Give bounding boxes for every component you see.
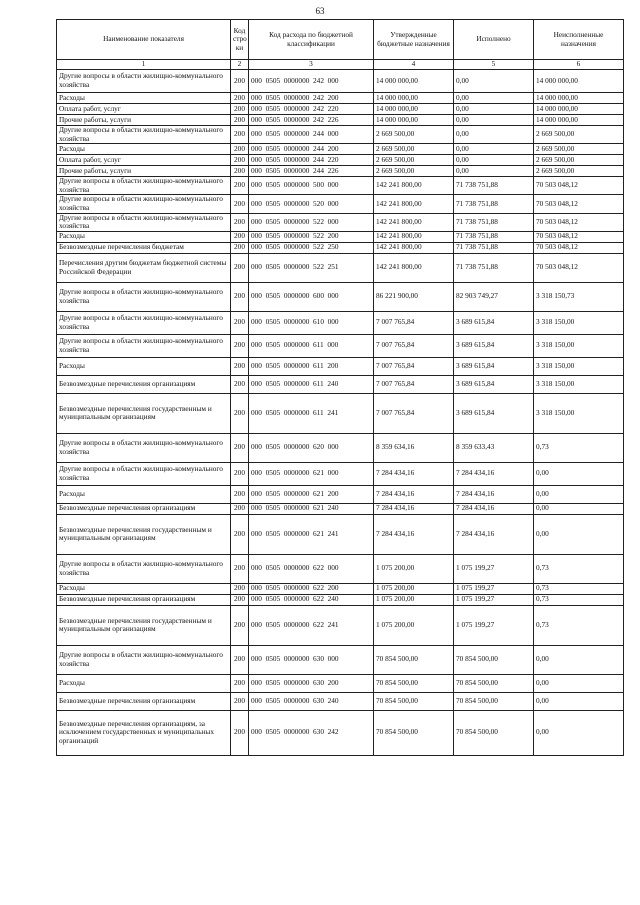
line-code: 200	[231, 195, 249, 213]
expense-code: 000 0505 0000000 630 000	[249, 645, 374, 674]
approved-amount: 7 284 434,16	[374, 485, 454, 503]
approved-amount: 70 854 500,00	[374, 674, 454, 692]
executed-amount: 3 689 615,84	[454, 334, 534, 357]
indicator-name: Другие вопросы в области жилищно-коммунального хозяйства	[57, 213, 231, 231]
unexecuted-amount: 2 669 500,00	[534, 155, 624, 166]
indicator-name: Безвозмездные перечисления организациям	[57, 692, 231, 710]
executed-amount: 0,00	[454, 70, 534, 93]
column-number: 4	[374, 60, 454, 70]
executed-amount: 7 284 434,16	[454, 485, 534, 503]
unexecuted-amount: 14 000 000,00	[534, 115, 624, 126]
approved-amount: 14 000 000,00	[374, 104, 454, 115]
executed-amount: 71 738 751,88	[454, 253, 534, 282]
indicator-name: Другие вопросы в области жилищно-коммунального хозяйства	[57, 433, 231, 462]
unexecuted-amount: 0,00	[534, 645, 624, 674]
table-row	[57, 674, 624, 692]
unexecuted-amount: 0,73	[534, 583, 624, 594]
expense-code: 000 0505 0000000 621 200	[249, 485, 374, 503]
table-row	[57, 70, 624, 93]
unexecuted-amount: 0,00	[534, 462, 624, 485]
approved-amount: 7 284 434,16	[374, 503, 454, 514]
indicator-name: Другие вопросы в области жилищно-коммунального хозяйства	[57, 334, 231, 357]
table-row	[57, 155, 624, 166]
indicator-name: Оплата работ, услуг	[57, 155, 231, 166]
table-row	[57, 282, 624, 311]
table-row	[57, 195, 624, 213]
unexecuted-amount: 70 503 048,12	[534, 231, 624, 242]
line-code: 200	[231, 93, 249, 104]
line-code: 200	[231, 166, 249, 177]
expense-code: 000 0505 0000000 242 226	[249, 115, 374, 126]
line-code: 200	[231, 126, 249, 144]
indicator-name: Другие вопросы в области жилищно-коммунального хозяйства	[57, 311, 231, 334]
unexecuted-amount: 3 318 150,00	[534, 357, 624, 375]
header-name: Наименование показателя	[57, 20, 231, 60]
executed-amount: 0,00	[454, 115, 534, 126]
expense-code: 000 0505 0000000 242 000	[249, 70, 374, 93]
table-row	[57, 166, 624, 177]
approved-amount: 14 000 000,00	[374, 70, 454, 93]
expense-code: 000 0505 0000000 621 240	[249, 503, 374, 514]
table-row	[57, 692, 624, 710]
approved-amount: 142 241 800,00	[374, 177, 454, 195]
executed-amount: 71 738 751,88	[454, 231, 534, 242]
expense-code: 000 0505 0000000 522 251	[249, 253, 374, 282]
expense-code: 000 0505 0000000 244 200	[249, 144, 374, 155]
indicator-name: Безвозмездные перечисления организациям	[57, 375, 231, 393]
line-code: 200	[231, 115, 249, 126]
expense-code: 000 0505 0000000 611 240	[249, 375, 374, 393]
line-code: 200	[231, 357, 249, 375]
executed-amount: 70 854 500,00	[454, 645, 534, 674]
approved-amount: 2 669 500,00	[374, 144, 454, 155]
expense-code: 000 0505 0000000 611 241	[249, 393, 374, 433]
executed-amount: 1 075 199,27	[454, 554, 534, 583]
indicator-name: Расходы	[57, 485, 231, 503]
line-code: 200	[231, 334, 249, 357]
table-row	[57, 253, 624, 282]
line-code: 200	[231, 231, 249, 242]
approved-amount: 7 284 434,16	[374, 462, 454, 485]
approved-amount: 7 284 434,16	[374, 514, 454, 554]
indicator-name: Другие вопросы в области жилищно-коммунального хозяйства	[57, 177, 231, 195]
line-code: 200	[231, 554, 249, 583]
indicator-name: Безвозмездные перечисления организациям	[57, 594, 231, 605]
unexecuted-amount: 0,73	[534, 605, 624, 645]
approved-amount: 70 854 500,00	[374, 710, 454, 755]
expense-code: 000 0505 0000000 600 000	[249, 282, 374, 311]
unexecuted-amount: 3 318 150,00	[534, 375, 624, 393]
indicator-name: Безвозмездные перечисления государственным и муниципальным организациям	[57, 393, 231, 433]
approved-amount: 1 075 200,00	[374, 583, 454, 594]
indicator-name: Расходы	[57, 231, 231, 242]
indicator-name: Расходы	[57, 583, 231, 594]
table-row	[57, 433, 624, 462]
expense-code: 000 0505 0000000 622 000	[249, 554, 374, 583]
indicator-name: Другие вопросы в области жилищно-коммунального хозяйства	[57, 195, 231, 213]
executed-amount: 1 075 199,27	[454, 583, 534, 594]
executed-amount: 0,00	[454, 126, 534, 144]
line-code: 200	[231, 311, 249, 334]
executed-amount: 70 854 500,00	[454, 692, 534, 710]
expense-code: 000 0505 0000000 611 000	[249, 334, 374, 357]
executed-amount: 7 284 434,16	[454, 462, 534, 485]
unexecuted-amount: 0,73	[534, 554, 624, 583]
executed-amount: 1 075 199,27	[454, 605, 534, 645]
approved-amount: 8 359 634,16	[374, 433, 454, 462]
line-code: 200	[231, 594, 249, 605]
unexecuted-amount: 2 669 500,00	[534, 126, 624, 144]
executed-amount: 71 738 751,88	[454, 177, 534, 195]
executed-amount: 3 689 615,84	[454, 375, 534, 393]
table-row	[57, 213, 624, 231]
executed-amount: 8 359 633,43	[454, 433, 534, 462]
expense-code: 000 0505 0000000 630 200	[249, 674, 374, 692]
column-number: 3	[249, 60, 374, 70]
line-code: 200	[231, 514, 249, 554]
line-code: 200	[231, 393, 249, 433]
expense-code: 000 0505 0000000 522 250	[249, 242, 374, 253]
approved-amount: 2 669 500,00	[374, 166, 454, 177]
unexecuted-amount: 70 503 048,12	[534, 177, 624, 195]
indicator-name: Безвозмездные перечисления государственным и муниципальным организациям	[57, 605, 231, 645]
line-code: 200	[231, 104, 249, 115]
unexecuted-amount: 0,73	[534, 594, 624, 605]
executed-amount: 70 854 500,00	[454, 674, 534, 692]
table-row	[57, 594, 624, 605]
table-row	[57, 93, 624, 104]
approved-amount: 7 007 765,84	[374, 311, 454, 334]
unexecuted-amount: 3 318 150,00	[534, 393, 624, 433]
column-number-row	[57, 60, 624, 70]
unexecuted-amount: 3 318 150,00	[534, 334, 624, 357]
unexecuted-amount: 14 000 000,00	[534, 93, 624, 104]
expense-code: 000 0505 0000000 242 220	[249, 104, 374, 115]
approved-amount: 70 854 500,00	[374, 645, 454, 674]
expense-code: 000 0505 0000000 630 242	[249, 710, 374, 755]
indicator-name: Другие вопросы в области жилищно-коммунального хозяйства	[57, 462, 231, 485]
unexecuted-amount: 70 503 048,12	[534, 253, 624, 282]
header-approved: Утвержденные бюджетные назначения	[374, 20, 454, 60]
indicator-name: Расходы	[57, 674, 231, 692]
header-executed: Исполнено	[454, 20, 534, 60]
unexecuted-amount: 70 503 048,12	[534, 213, 624, 231]
line-code: 200	[231, 485, 249, 503]
unexecuted-amount: 70 503 048,12	[534, 242, 624, 253]
table-row	[57, 334, 624, 357]
unexecuted-amount: 2 669 500,00	[534, 144, 624, 155]
executed-amount: 7 284 434,16	[454, 514, 534, 554]
indicator-name: Расходы	[57, 93, 231, 104]
table-row	[57, 645, 624, 674]
line-code: 200	[231, 213, 249, 231]
line-code: 200	[231, 282, 249, 311]
column-number: 6	[534, 60, 624, 70]
unexecuted-amount: 0,00	[534, 710, 624, 755]
table-row	[57, 357, 624, 375]
unexecuted-amount: 0,00	[534, 503, 624, 514]
executed-amount: 71 738 751,88	[454, 213, 534, 231]
expense-code: 000 0505 0000000 630 240	[249, 692, 374, 710]
expense-code: 000 0505 0000000 622 200	[249, 583, 374, 594]
table-row	[57, 583, 624, 594]
executed-amount: 82 903 749,27	[454, 282, 534, 311]
unexecuted-amount: 2 669 500,00	[534, 166, 624, 177]
unexecuted-amount: 14 000 000,00	[534, 70, 624, 93]
unexecuted-amount: 14 000 000,00	[534, 104, 624, 115]
executed-amount: 70 854 500,00	[454, 710, 534, 755]
approved-amount: 142 241 800,00	[374, 213, 454, 231]
indicator-name: Расходы	[57, 357, 231, 375]
executed-amount: 3 689 615,84	[454, 311, 534, 334]
table-row	[57, 605, 624, 645]
expense-code: 000 0505 0000000 622 240	[249, 594, 374, 605]
expense-code: 000 0505 0000000 621 241	[249, 514, 374, 554]
executed-amount: 0,00	[454, 93, 534, 104]
line-code: 200	[231, 70, 249, 93]
indicator-name: Безвозмездные перечисления организациям	[57, 503, 231, 514]
table-row	[57, 177, 624, 195]
expense-code: 000 0505 0000000 621 000	[249, 462, 374, 485]
table-row	[57, 126, 624, 144]
approved-amount: 7 007 765,84	[374, 393, 454, 433]
approved-amount: 70 854 500,00	[374, 692, 454, 710]
executed-amount: 0,00	[454, 104, 534, 115]
line-code: 200	[231, 155, 249, 166]
expense-code: 000 0505 0000000 611 200	[249, 357, 374, 375]
indicator-name: Перечисления другим бюджетам бюджетной системы Российской Федерации	[57, 253, 231, 282]
approved-amount: 7 007 765,84	[374, 357, 454, 375]
table-row	[57, 311, 624, 334]
expense-code: 000 0505 0000000 522 200	[249, 231, 374, 242]
expense-code: 000 0505 0000000 520 000	[249, 195, 374, 213]
indicator-name: Оплата работ, услуг	[57, 104, 231, 115]
expense-code: 000 0505 0000000 620 000	[249, 433, 374, 462]
approved-amount: 7 007 765,84	[374, 375, 454, 393]
table-row	[57, 375, 624, 393]
table-row	[57, 144, 624, 155]
approved-amount: 14 000 000,00	[374, 93, 454, 104]
header-expense-code: Код расхода по бюджетной классификации	[249, 20, 374, 60]
unexecuted-amount: 70 503 048,12	[534, 195, 624, 213]
unexecuted-amount: 0,00	[534, 674, 624, 692]
approved-amount: 2 669 500,00	[374, 126, 454, 144]
executed-amount: 7 284 434,16	[454, 503, 534, 514]
page-number: 63	[315, 6, 325, 16]
unexecuted-amount: 0,00	[534, 692, 624, 710]
table-row	[57, 242, 624, 253]
line-code: 200	[231, 253, 249, 282]
table-row	[57, 514, 624, 554]
approved-amount: 1 075 200,00	[374, 554, 454, 583]
header-unexecuted: Неисполненные назначения	[534, 20, 624, 60]
indicator-name: Другие вопросы в области жилищно-коммунального хозяйства	[57, 126, 231, 144]
line-code: 200	[231, 462, 249, 485]
indicator-name: Другие вопросы в области жилищно-коммунального хозяйства	[57, 70, 231, 93]
line-code: 200	[231, 674, 249, 692]
table-row	[57, 393, 624, 433]
header-line-code: Код стро ки	[231, 20, 249, 60]
budget-execution-table	[56, 19, 624, 756]
unexecuted-amount: 0,00	[534, 514, 624, 554]
approved-amount: 142 241 800,00	[374, 242, 454, 253]
unexecuted-amount: 3 318 150,00	[534, 311, 624, 334]
table-row	[57, 104, 624, 115]
indicator-name: Безвозмездные перечисления организациям, за исключением государственных и муниципальных организаций	[57, 710, 231, 755]
expense-code: 000 0505 0000000 244 220	[249, 155, 374, 166]
expense-code: 000 0505 0000000 610 000	[249, 311, 374, 334]
table-row	[57, 115, 624, 126]
indicator-name: Прочие работы, услуги	[57, 115, 231, 126]
line-code: 200	[231, 433, 249, 462]
indicator-name: Другие вопросы в области жилищно-коммунального хозяйства	[57, 282, 231, 311]
line-code: 200	[231, 177, 249, 195]
indicator-name: Безвозмездные перечисления бюджетам	[57, 242, 231, 253]
expense-code: 000 0505 0000000 244 226	[249, 166, 374, 177]
executed-amount: 71 738 751,88	[454, 195, 534, 213]
executed-amount: 0,00	[454, 144, 534, 155]
approved-amount: 142 241 800,00	[374, 231, 454, 242]
executed-amount: 3 689 615,84	[454, 357, 534, 375]
table-row	[57, 485, 624, 503]
line-code: 200	[231, 692, 249, 710]
column-number: 5	[454, 60, 534, 70]
header-row	[57, 20, 624, 60]
line-code: 200	[231, 144, 249, 155]
executed-amount: 0,00	[454, 155, 534, 166]
approved-amount: 142 241 800,00	[374, 253, 454, 282]
indicator-name: Другие вопросы в области жилищно-коммунального хозяйства	[57, 554, 231, 583]
expense-code: 000 0505 0000000 242 200	[249, 93, 374, 104]
indicator-name: Безвозмездные перечисления государственным и муниципальным организациям	[57, 514, 231, 554]
expense-code: 000 0505 0000000 500 000	[249, 177, 374, 195]
line-code: 200	[231, 242, 249, 253]
executed-amount: 71 738 751,88	[454, 242, 534, 253]
indicator-name: Расходы	[57, 144, 231, 155]
indicator-name: Другие вопросы в области жилищно-коммунального хозяйства	[57, 645, 231, 674]
table-row	[57, 710, 624, 755]
line-code: 200	[231, 605, 249, 645]
line-code: 200	[231, 375, 249, 393]
column-number: 2	[231, 60, 249, 70]
expense-code: 000 0505 0000000 244 000	[249, 126, 374, 144]
line-code: 200	[231, 710, 249, 755]
unexecuted-amount: 0,73	[534, 433, 624, 462]
approved-amount: 7 007 765,84	[374, 334, 454, 357]
executed-amount: 3 689 615,84	[454, 393, 534, 433]
unexecuted-amount: 3 318 150,73	[534, 282, 624, 311]
approved-amount: 1 075 200,00	[374, 594, 454, 605]
approved-amount: 1 075 200,00	[374, 605, 454, 645]
expense-code: 000 0505 0000000 622 241	[249, 605, 374, 645]
expense-code: 000 0505 0000000 522 000	[249, 213, 374, 231]
unexecuted-amount: 0,00	[534, 485, 624, 503]
line-code: 200	[231, 583, 249, 594]
table-row	[57, 503, 624, 514]
approved-amount: 86 221 900,00	[374, 282, 454, 311]
line-code: 200	[231, 503, 249, 514]
table-row	[57, 462, 624, 485]
table-row	[57, 554, 624, 583]
approved-amount: 142 241 800,00	[374, 195, 454, 213]
column-number: 1	[57, 60, 231, 70]
approved-amount: 2 669 500,00	[374, 155, 454, 166]
executed-amount: 1 075 199,27	[454, 594, 534, 605]
table-row	[57, 231, 624, 242]
executed-amount: 0,00	[454, 166, 534, 177]
indicator-name: Прочие работы, услуги	[57, 166, 231, 177]
line-code: 200	[231, 645, 249, 674]
approved-amount: 14 000 000,00	[374, 115, 454, 126]
